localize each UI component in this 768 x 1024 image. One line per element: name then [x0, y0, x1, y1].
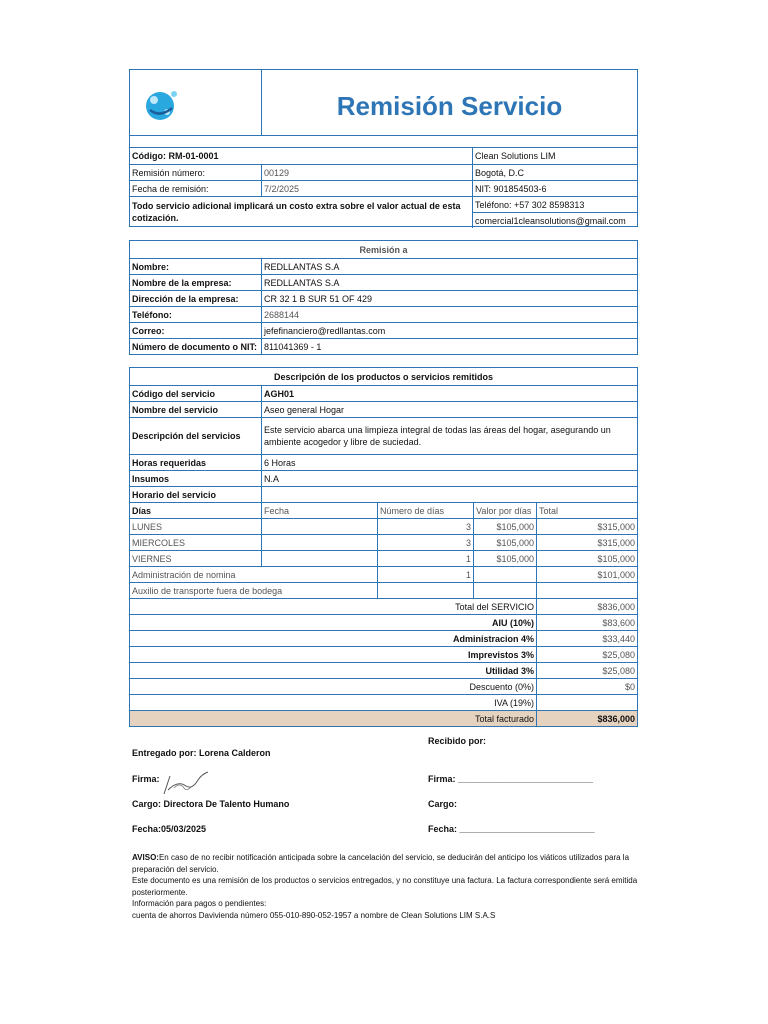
- company-email: comercial1cleansolutions@gmail.com: [475, 215, 626, 226]
- utilidad-row: [130, 662, 637, 678]
- hours-value: 6 Horas: [261, 455, 637, 470]
- service-code-label: Código del servicio: [132, 388, 216, 399]
- total-value: $836,000: [536, 599, 637, 614]
- table-row: [130, 582, 637, 598]
- notice-label: AVISO:: [132, 853, 159, 862]
- recipient-address-label: Dirección de la empresa:: [132, 293, 239, 304]
- recipient-name: REDLLANTAS S.A: [261, 259, 637, 274]
- company-phone: Teléfono: +57 302 8598313: [475, 199, 585, 210]
- days-header-row: [130, 502, 637, 518]
- total-label: Imprevistos 3%: [467, 649, 534, 660]
- recipient-phone-label: Teléfono:: [132, 309, 172, 320]
- total-label: Descuento (0%): [469, 681, 534, 692]
- item-total: $315,000: [536, 519, 637, 534]
- admin-row: [130, 630, 637, 646]
- total-label: Administracion 4%: [452, 633, 534, 644]
- remision-date: 7/2/2025: [261, 181, 472, 196]
- additional-service-note: Todo servicio adicional implicará un costo extra sobre el valor actual de esta cotización.: [132, 201, 461, 223]
- total-value: $33,440: [536, 631, 637, 646]
- aiu-row: [130, 614, 637, 630]
- remision-date-label: Fecha de remisión:: [132, 183, 209, 194]
- col-value-per-day: Valor por días: [473, 503, 536, 518]
- schedule-value: [261, 487, 637, 502]
- final-total-value: $836,000: [536, 711, 637, 726]
- cleaning-logo-icon: [140, 80, 252, 126]
- delivered-by: Entregado por: Lorena Calderon: [132, 748, 271, 758]
- service-code: AGH01: [261, 386, 637, 401]
- item-num: 1: [377, 567, 473, 582]
- recipient-company-label: Nombre de la empresa:: [132, 277, 232, 288]
- recipient-nit-label: Número de documento o NIT:: [132, 341, 258, 352]
- total-label: Total del SERVICIO: [455, 601, 534, 612]
- col-date: Fecha: [261, 503, 377, 518]
- notice-line3: Información para pagos o pendientes:: [132, 899, 267, 908]
- item-num: [377, 583, 473, 598]
- table-row: [130, 566, 637, 582]
- hours-label: Horas requeridas: [132, 457, 207, 468]
- page-title: Remisión Servicio: [336, 91, 563, 121]
- item-value: [473, 583, 536, 598]
- total-value: $25,080: [536, 647, 637, 662]
- table-row: [130, 518, 637, 534]
- item-day: VIERNES: [132, 553, 172, 564]
- notice-line2: Este documento es una remisión de los productos o servicios entregados, y no constituye una factura. La factura correspondiente será emitida posteriormente.: [132, 876, 638, 897]
- total-service-row: [130, 598, 637, 614]
- total-label: Utilidad 3%: [485, 665, 534, 676]
- supplies-label: Insumos: [132, 473, 170, 484]
- col-num-days: Número de días: [377, 503, 473, 518]
- supplies-value: N.A: [261, 471, 637, 486]
- item-total: $315,000: [536, 535, 637, 550]
- description-title: Descripción de los productos o servicios remitidos: [273, 371, 494, 382]
- service-desc-label: Descripción del servicios: [132, 431, 241, 441]
- company-name: Clean Solutions LIM: [475, 151, 556, 161]
- header-table: [129, 69, 638, 227]
- item-day: MIERCOLES: [132, 537, 186, 548]
- item-date: [261, 551, 377, 566]
- notice-block: [132, 852, 642, 921]
- table-row: [130, 534, 637, 550]
- remision-number-label: Remisión número:: [132, 167, 206, 178]
- item-num: 3: [377, 535, 473, 550]
- discount-row: [130, 678, 637, 694]
- item-num: 3: [377, 519, 473, 534]
- notice-line4: cuenta de ahorros Davivienda número 055-010-890-052-1957 a nombre de Clean Solutions LIM S.A.S: [132, 910, 496, 920]
- service-description-table: [129, 367, 638, 727]
- item-value: $105,000: [473, 551, 536, 566]
- final-total-label: Total facturado: [474, 713, 534, 724]
- handwritten-signature-icon: [160, 766, 212, 800]
- service-name-label: Nombre del servicio: [132, 404, 219, 415]
- total-value: $0: [536, 679, 637, 694]
- recipient-address: CR 32 1 B SUR 51 OF 429: [261, 291, 637, 306]
- cargo-left: Cargo: Directora De Talento Humano: [132, 799, 290, 809]
- imprevistos-row: [130, 646, 637, 662]
- company-city: Bogotá, D.C: [475, 167, 525, 178]
- table-row: [130, 550, 637, 566]
- recipient-title: Remisión a: [359, 244, 408, 255]
- recipient-name-label: Nombre:: [132, 261, 170, 272]
- recipient-table: [129, 240, 638, 355]
- total-label: AIU (10%): [491, 617, 534, 628]
- service-desc: Este servicio abarca una limpieza integral de todas las áreas del hogar, asegurando un ambiente acogedor y libre de suciedad.: [261, 418, 637, 454]
- item-date: [261, 519, 377, 534]
- fecha-right: Fecha: ___________________________: [428, 824, 595, 834]
- item-day: Administración de nomina: [132, 569, 236, 580]
- iva-row: [130, 694, 637, 710]
- item-date: [261, 535, 377, 550]
- total-value: [536, 695, 637, 710]
- received-by: Recibido por:: [428, 736, 486, 746]
- item-value: $105,000: [473, 535, 536, 550]
- total-label: IVA (19%): [494, 697, 534, 708]
- recipient-phone: 2688144: [261, 307, 637, 322]
- item-total: $101,000: [536, 567, 637, 582]
- recipient-email: jefefinanciero@redllantas.com: [261, 323, 637, 338]
- schedule-label: Horario del servicio: [132, 489, 217, 500]
- item-day: LUNES: [132, 521, 163, 532]
- remision-number: 00129: [261, 165, 472, 180]
- cargo-right: Cargo:: [428, 799, 457, 809]
- company-nit: NIT: 901854503-6: [475, 183, 547, 194]
- signature-left-label: Firma:: [132, 774, 160, 784]
- service-name: Aseo general Hogar: [261, 402, 637, 417]
- recipient-email-label: Correo:: [132, 325, 165, 336]
- item-value: $105,000: [473, 519, 536, 534]
- recipient-company: REDLLANTAS S.A: [261, 275, 637, 290]
- company-logo: [130, 70, 262, 135]
- col-total: Total: [536, 503, 637, 518]
- item-day: Auxilio de transporte fuera de bodega: [132, 585, 283, 596]
- fecha-left: Fecha:05/03/2025: [132, 824, 207, 834]
- recipient-nit: 811041369 - 1: [261, 339, 637, 354]
- final-total-row: [130, 710, 637, 726]
- total-value: $83,600: [536, 615, 637, 630]
- col-days: Días: [132, 505, 152, 516]
- item-total: [536, 583, 637, 598]
- signature-right: Firma: ___________________________: [428, 774, 594, 784]
- total-value: $25,080: [536, 663, 637, 678]
- notice-line1: En caso de no recibir notificación anticipada sobre la cancelación del servicio, se deducirán del anticipo los viáticos utilizados para la preparación del servicio.: [132, 853, 630, 874]
- document-code: Código: RM-01-0001: [132, 151, 219, 161]
- item-value: [473, 567, 536, 582]
- item-num: 1: [377, 551, 473, 566]
- item-total: $105,000: [536, 551, 637, 566]
